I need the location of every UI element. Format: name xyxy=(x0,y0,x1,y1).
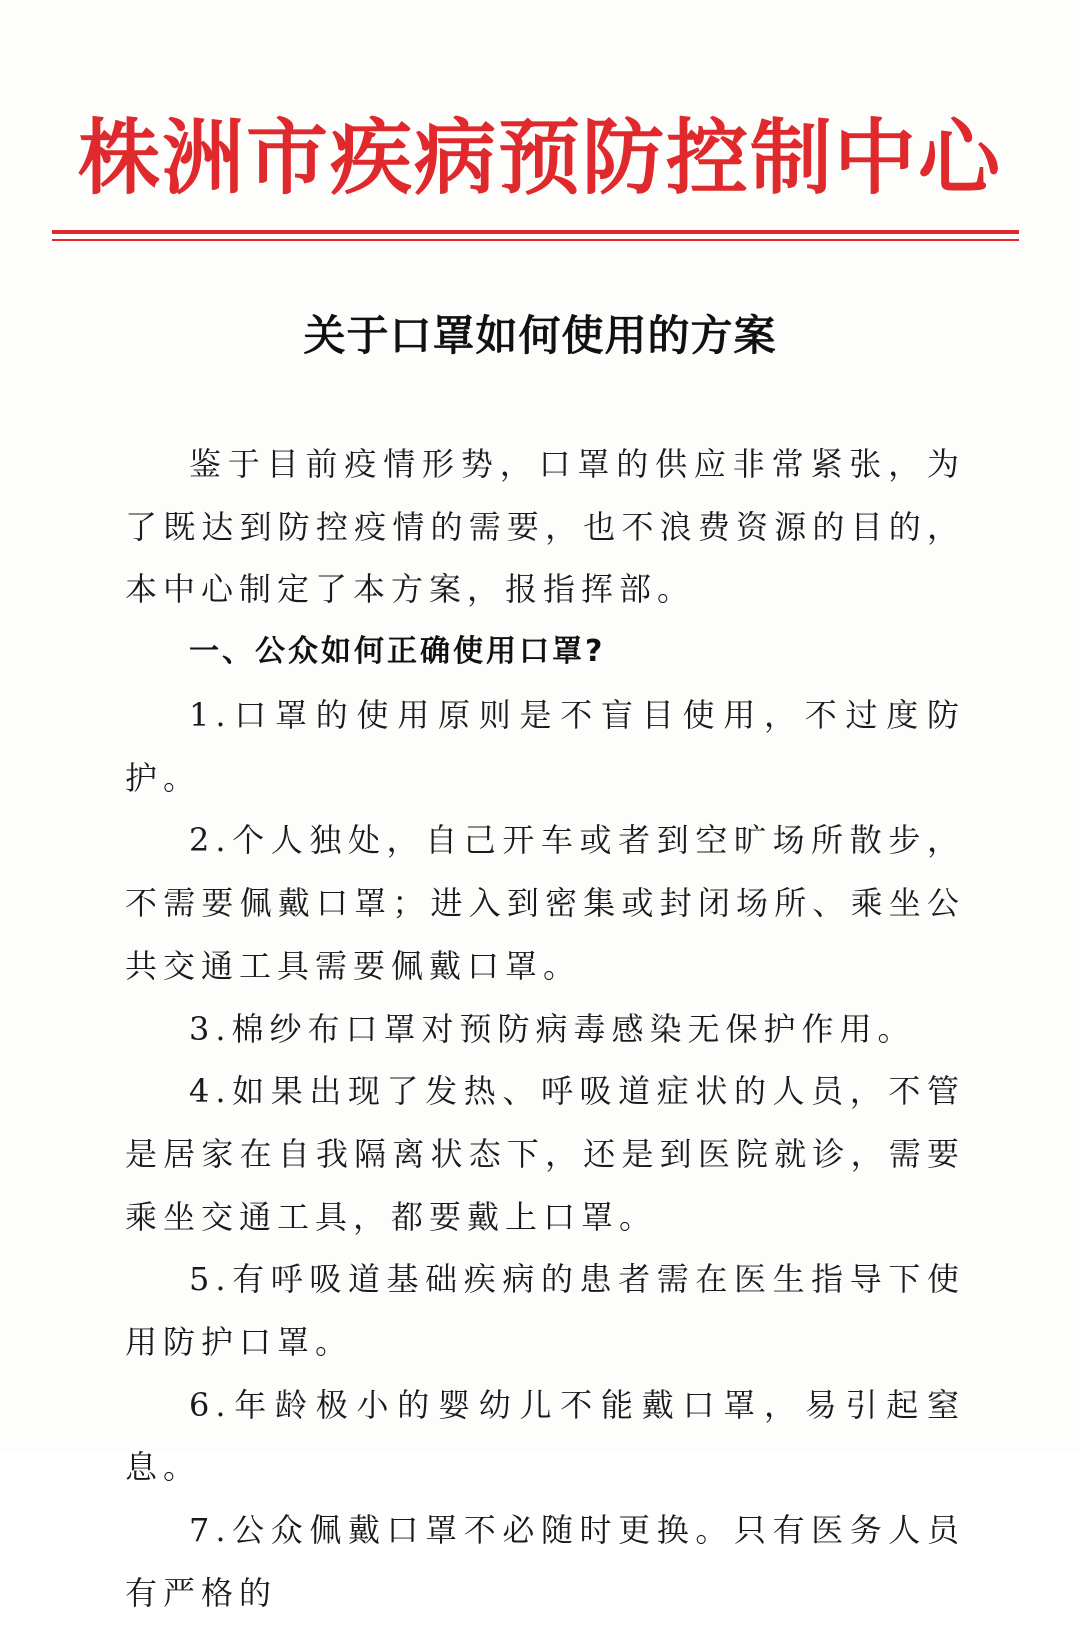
list-item-6: 6.年龄极小的婴幼儿不能戴口罩，易引起窒息。 xyxy=(125,1385,965,1487)
list-item-3: 3.棉纱布口罩对预防病毒感染无保护作用。 xyxy=(189,1009,916,1048)
list-item-1: 1.口罩的使用原则是不盲目使用，不过度防护。 xyxy=(125,696,965,797)
intro-block xyxy=(125,433,965,621)
letterhead-rule-thick xyxy=(52,230,1019,234)
list-item-4: 4.如果出现了发热、呼吸道症状的人员，不管是居家在自我隔离状态下，还是到医院就诊，需要乘坐交通工具，都要戴上口罩。 xyxy=(125,1072,965,1236)
section-heading-1: 一、公众如何正确使用口罩? xyxy=(189,634,606,669)
items-block xyxy=(125,684,965,1625)
list-item-2: 2.个人独处，自己开车或者到空旷场所散步，不需要佩戴口罩；进入到密集或封闭场所、乘坐公共交通工具需要佩戴口罩。 xyxy=(125,821,965,985)
list-item-5: 5.有呼吸道基础疾病的患者需在医生指导下使用防护口罩。 xyxy=(125,1260,965,1362)
document-title: 关于口罩如何使用的方案 xyxy=(303,311,777,360)
intro-paragraph: 鉴于目前疫情形势，口罩的供应非常紧张，为了既达到防控疫情的需要，也不浪费资源的目的，本中心制定了本方案，报指挥部。 xyxy=(125,445,965,609)
letterhead-org-name: 株洲市疾病预防控制中心 xyxy=(77,110,1002,206)
list-item-7: 7.公众佩戴口罩不必随时更换。只有医务人员有严格的 xyxy=(125,1511,965,1612)
letterhead-rule-thin xyxy=(52,239,1019,241)
